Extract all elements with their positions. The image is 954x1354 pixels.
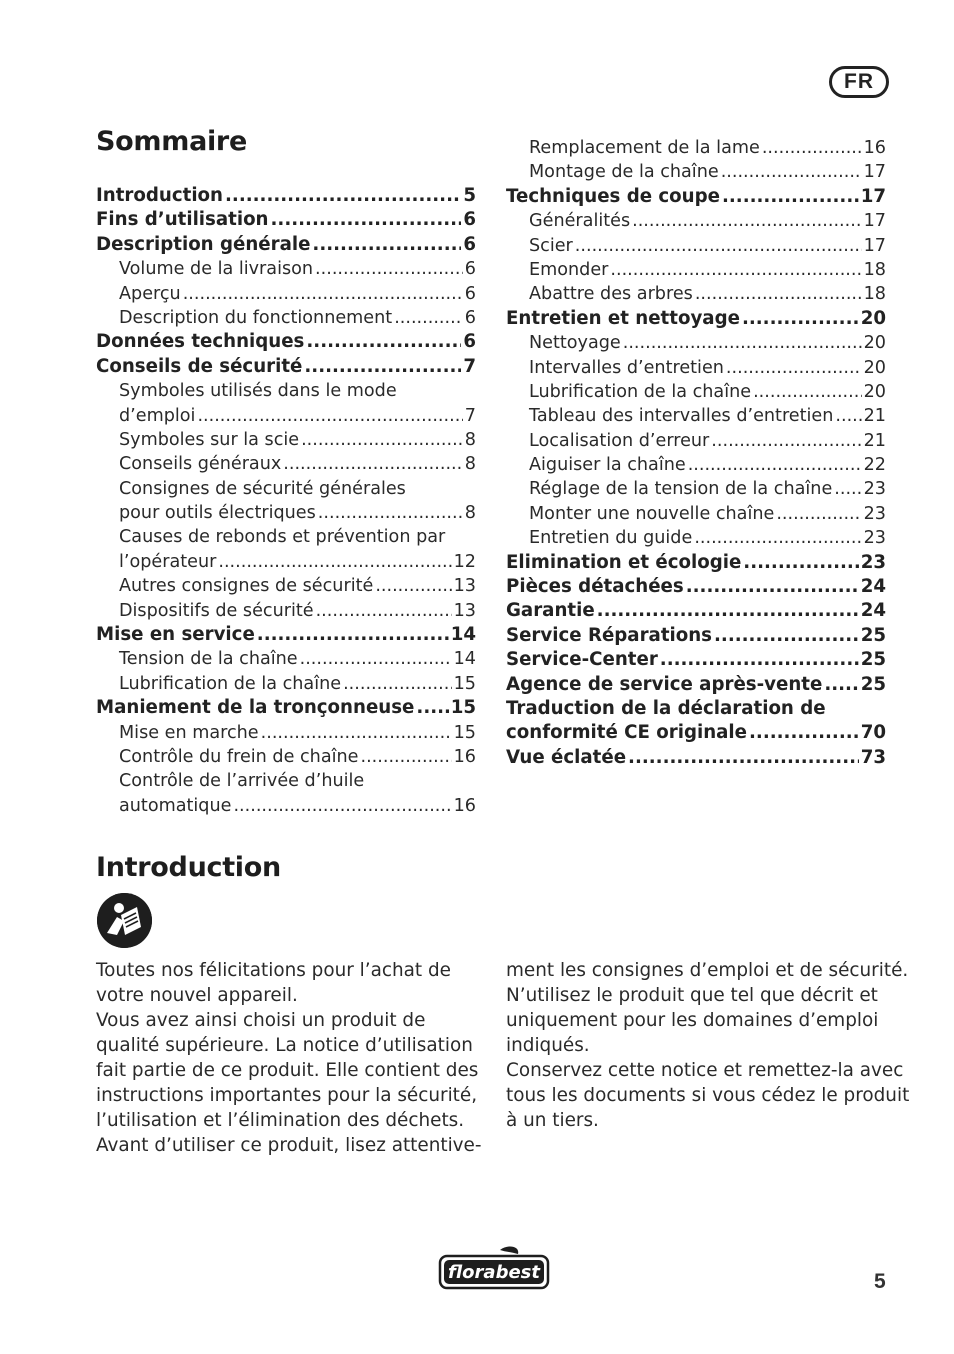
- toc-entry-page: 24: [860, 600, 886, 622]
- toc-entry-title: Lubrification de la chaîne: [529, 381, 752, 402]
- toc-entry: [506, 746, 886, 770]
- toc-entry-title: Aiguiser la chaîne: [529, 455, 686, 476]
- toc-entry-page: 21: [863, 430, 886, 451]
- toc-entry: [96, 184, 476, 208]
- toc-entry-title: Localisation d’erreur: [529, 430, 710, 451]
- toc-entry-title: Pièces détachées: [506, 576, 684, 598]
- toc-entry: [506, 209, 886, 233]
- toc-entry-title: Vue éclatée: [506, 746, 627, 768]
- toc-entry-page: 25: [860, 673, 886, 695]
- toc-leader-dots: [575, 234, 862, 258]
- toc-entry-title: Symboles utilisés dans le mode: [119, 381, 397, 402]
- toc-leader-dots: [304, 355, 461, 379]
- toc-leader-dots: [300, 647, 452, 671]
- toc-entry-page: 22: [863, 455, 886, 476]
- toc-entry: [506, 307, 886, 331]
- toc-entry: [506, 477, 886, 501]
- toc-entry-page: 25: [860, 649, 886, 671]
- toc-entry: [506, 380, 886, 404]
- toc-entry: [96, 696, 476, 720]
- page-number: 5: [874, 1270, 886, 1293]
- toc-entry-page: 13: [453, 600, 476, 621]
- toc-leader-dots: [694, 526, 861, 550]
- toc-entry-title: Nettoyage: [529, 333, 621, 354]
- toc-entry-title: Elimination et écologie: [506, 551, 742, 573]
- toc-entry-title: Garantie: [506, 600, 595, 622]
- toc-entry-title: Montage de la chaîne: [529, 162, 719, 183]
- toc-entry: [506, 502, 886, 526]
- toc-entry-page: 6: [464, 307, 476, 328]
- toc-entry: [96, 379, 476, 403]
- toc-entry-page: 16: [863, 138, 886, 158]
- toc-entry-title: Données techniques: [96, 331, 305, 353]
- toc-entry-title: Remplacement de la lame: [529, 138, 760, 158]
- toc-entry-title: Dispositifs de sécurité: [119, 600, 314, 621]
- toc-leader-dots: [749, 721, 859, 745]
- toc-entry: [506, 721, 886, 745]
- toc-entry-page: 24: [860, 576, 886, 598]
- toc-entry-title: Entretien du guide: [529, 528, 693, 549]
- toc-entry-page: 23: [863, 528, 886, 549]
- toc-entry-page: 14: [453, 649, 476, 670]
- toc-leader-dots: [721, 160, 862, 184]
- toc-leader-dots: [261, 721, 452, 745]
- toc-leader-dots: [312, 233, 461, 257]
- toc-leader-dots: [688, 453, 862, 477]
- toc-entry: [96, 452, 476, 476]
- toc-leader-dots: [283, 452, 463, 476]
- intro-text-line: N’utilisez le produit que tel que décrit et: [506, 985, 878, 1006]
- toc-entry-title: automatique: [119, 795, 232, 816]
- toc-entry: [96, 525, 476, 549]
- toc-entry-page: 15: [450, 697, 476, 719]
- toc-entry-page: 16: [453, 795, 476, 816]
- toc-entry-title: Contrôle du frein de chaîne: [119, 746, 359, 767]
- toc-entry-page: 6: [464, 283, 476, 304]
- intro-text-line: votre nouvel appareil.: [96, 985, 298, 1006]
- toc-entry-page: 12: [453, 551, 476, 572]
- toc-entry: [506, 331, 886, 355]
- toc-entry-page: 6: [463, 209, 476, 231]
- intro-text-line: Avant d’utiliser ce produit, lisez attentive-: [96, 1135, 482, 1156]
- toc-leader-dots: [834, 477, 861, 501]
- toc-entry-page: 23: [860, 551, 886, 573]
- toc-entry-page: 8: [464, 454, 476, 475]
- toc-leader-dots: [714, 624, 859, 648]
- toc-entry: [96, 501, 476, 525]
- toc-entry-page: 23: [863, 479, 886, 500]
- toc-entry-page: 25: [860, 624, 886, 646]
- toc-leader-dots: [686, 575, 859, 599]
- toc-leader-dots: [597, 599, 859, 623]
- toc-entry-page: 21: [863, 406, 886, 427]
- language-badge: FR: [829, 66, 889, 98]
- toc-leader-dots: [776, 502, 861, 526]
- toc-entry: [506, 356, 886, 380]
- toc-leader-dots: [632, 209, 861, 233]
- intro-text-line: qualité supérieure. La notice d’utilisation: [96, 1035, 473, 1056]
- toc-entry: [506, 234, 886, 258]
- toc-entry: [506, 624, 886, 648]
- intro-text-line: Vous avez ainsi choisi un produit de: [96, 1010, 426, 1031]
- sommaire-heading: Sommaire: [96, 126, 247, 157]
- toc-entry-title: conformité CE originale: [506, 722, 747, 744]
- toc-entry: [96, 769, 476, 793]
- toc-entry: [506, 526, 886, 550]
- toc-entry: [506, 429, 886, 453]
- toc-entry-title: Techniques de coupe: [506, 185, 720, 207]
- toc-entry-title: Service-Center: [506, 649, 658, 671]
- toc-entry: [96, 672, 476, 696]
- intro-text-line: uniquement pour les domaines d’emploi: [506, 1010, 879, 1031]
- toc-entry-title: Abattre des arbres: [529, 284, 693, 305]
- toc-entry: [96, 721, 476, 745]
- toc-leader-dots: [257, 623, 449, 647]
- toc-leader-dots: [394, 306, 463, 330]
- toc-entry: [506, 282, 886, 306]
- intro-text-line: Conservez cette notice et remettez-la avec: [506, 1060, 904, 1081]
- toc-entry: [96, 623, 476, 647]
- toc-entry: [96, 599, 476, 623]
- intro-text-line: ment les consignes d’emploi et de sécurité.: [506, 960, 909, 981]
- toc-entry-title: Réglage de la tension de la chaîne: [529, 479, 833, 500]
- toc-entry-title: Entretien et nettoyage: [506, 307, 740, 329]
- florabest-logo: [438, 1244, 550, 1290]
- toc-entry-title: Conseils de sécurité: [96, 355, 303, 377]
- toc-leader-dots: [225, 184, 461, 208]
- toc-entry: [506, 551, 886, 575]
- toc-entry-title: Contrôle de l’arrivée d’huile: [119, 771, 365, 792]
- toc-entry-page: 5: [463, 185, 476, 206]
- intro-text-line: Toutes nos félicitations pour l’achat de: [96, 960, 451, 981]
- toc-leader-dots: [835, 404, 861, 428]
- toc-entry-page: 6: [463, 233, 476, 255]
- toc-entry-page: 13: [453, 576, 476, 597]
- toc-entry-page: 6: [463, 331, 476, 353]
- toc-leader-dots: [623, 331, 862, 355]
- toc-entry-title: Autres consignes de sécurité: [119, 576, 374, 597]
- toc-leader-dots: [722, 185, 859, 209]
- toc-leader-dots: [753, 380, 862, 404]
- toc-entry-page: 20: [860, 307, 886, 329]
- toc-entry: [96, 745, 476, 769]
- toc-entry-title: Maniement de la tronçonneuse: [96, 697, 415, 719]
- toc-entry-page: 7: [464, 405, 476, 426]
- toc-entry: [96, 550, 476, 574]
- toc-entry-page: 8: [464, 503, 476, 524]
- intro-text-line: à un tiers.: [506, 1110, 599, 1131]
- toc-leader-dots: [343, 672, 452, 696]
- toc-entry: [506, 697, 886, 721]
- toc-leader-dots: [183, 282, 463, 306]
- toc-right-column: [506, 136, 886, 770]
- svg-text:florabest: florabest: [448, 1262, 540, 1283]
- toc-entry-page: 17: [860, 185, 886, 207]
- toc-entry-title: Consignes de sécurité générales: [119, 478, 406, 499]
- toc-entry-title: Description générale: [96, 233, 311, 255]
- toc-entry: [506, 136, 886, 160]
- toc-entry-title: Traduction de la déclaration de: [506, 697, 826, 719]
- intro-text-line: l’utilisation et l’élimination des déchets.: [96, 1110, 465, 1131]
- toc-entry: [96, 647, 476, 671]
- toc-entry-page: 20: [863, 357, 886, 378]
- toc-leader-dots: [360, 745, 451, 769]
- toc-leader-dots: [416, 696, 448, 720]
- toc-entry-title: Intervalles d’entretien: [529, 357, 724, 378]
- toc-leader-dots: [318, 501, 463, 525]
- toc-entry: [96, 404, 476, 428]
- read-manual-icon: [97, 893, 152, 948]
- toc-leader-dots: [306, 330, 461, 354]
- toc-leader-dots: [301, 428, 463, 452]
- toc-entry-title: d’emploi: [119, 405, 196, 426]
- toc-left-column: [96, 184, 476, 818]
- intro-text-line: fait partie de ce produit. Elle contient des: [96, 1060, 479, 1081]
- toc-entry: [96, 428, 476, 452]
- toc-leader-dots: [695, 282, 862, 306]
- toc-leader-dots: [375, 574, 451, 598]
- toc-entry: [506, 673, 886, 697]
- toc-entry-title: Lubrification de la chaîne: [119, 673, 342, 694]
- toc-leader-dots: [742, 307, 859, 331]
- toc-entry: [96, 794, 476, 818]
- toc-entry-title: Tension de la chaîne: [119, 649, 298, 670]
- toc-leader-dots: [743, 551, 858, 575]
- toc-leader-dots: [711, 429, 861, 453]
- toc-leader-dots: [660, 648, 859, 672]
- toc-entry-page: 17: [863, 235, 886, 256]
- toc-entry-page: 15: [453, 673, 476, 694]
- toc-entry-page: 7: [463, 355, 476, 377]
- toc-entry-title: Causes de rebonds et prévention par: [119, 527, 446, 548]
- toc-entry: [506, 185, 886, 209]
- toc-entry: [506, 575, 886, 599]
- introduction-heading: Introduction: [96, 852, 281, 883]
- toc-leader-dots: [315, 257, 463, 281]
- intro-text-line: tous les documents si vous cédez le produit: [506, 1085, 910, 1106]
- toc-entry: [506, 599, 886, 623]
- toc-entry-title: Tableau des intervalles d’entretien: [529, 406, 834, 427]
- toc-entry: [506, 404, 886, 428]
- toc-entry-page: 20: [863, 381, 886, 402]
- toc-entry-page: 16: [453, 746, 476, 767]
- toc-leader-dots: [233, 794, 451, 818]
- intro-text-line: instructions importantes pour la sécurité,: [96, 1085, 478, 1106]
- toc-entry-title: Scier: [529, 235, 573, 256]
- toc-entry-title: Emonder: [529, 259, 609, 280]
- intro-text-left: [96, 958, 491, 1158]
- toc-leader-dots: [610, 258, 861, 282]
- intro-text-line: indiqués.: [506, 1035, 590, 1056]
- toc-entry-title: Symboles sur la scie: [119, 429, 300, 450]
- toc-entry-title: Conseils généraux: [119, 454, 282, 475]
- toc-entry: [506, 258, 886, 282]
- toc-entry: [96, 208, 476, 232]
- toc-entry: [96, 477, 476, 501]
- toc-leader-dots: [197, 404, 462, 428]
- toc-entry-page: 18: [863, 259, 886, 280]
- toc-entry: [96, 257, 476, 281]
- toc-entry: [506, 453, 886, 477]
- toc-entry-page: 73: [860, 746, 886, 768]
- toc-leader-dots: [726, 356, 862, 380]
- toc-entry: [506, 160, 886, 184]
- toc-entry-page: 70: [860, 722, 886, 744]
- toc-entry-page: 6: [464, 259, 476, 280]
- toc-entry-page: 18: [863, 284, 886, 305]
- toc-entry-title: Agence de service après-vente: [506, 673, 823, 695]
- toc-entry: [96, 355, 476, 379]
- toc-entry-title: Monter une nouvelle chaîne: [529, 503, 775, 524]
- toc-leader-dots: [762, 136, 862, 160]
- toc-entry-title: Aperçu: [119, 283, 181, 304]
- toc-entry-title: Mise en service: [96, 624, 255, 646]
- intro-text-right: [506, 958, 910, 1133]
- toc-entry-page: 8: [464, 429, 476, 450]
- toc-entry-page: 15: [453, 722, 476, 743]
- toc-entry-title: Généralités: [529, 211, 631, 232]
- toc-entry-title: Fins d’utilisation: [96, 209, 269, 231]
- toc-leader-dots: [824, 673, 858, 697]
- toc-entry-page: 20: [863, 333, 886, 354]
- toc-leader-dots: [271, 208, 462, 232]
- toc-entry-title: Description du fonctionnement: [119, 307, 393, 328]
- toc-entry-title: Mise en marche: [119, 722, 259, 743]
- toc-entry: [96, 233, 476, 257]
- toc-entry-title: pour outils électriques: [119, 503, 316, 524]
- toc-entry-page: 17: [863, 211, 886, 232]
- toc-entry: [96, 574, 476, 598]
- toc-entry-title: Service Réparations: [506, 624, 713, 646]
- toc-entry-title: Introduction: [96, 185, 223, 206]
- toc-leader-dots: [316, 599, 452, 623]
- toc-entry: [96, 306, 476, 330]
- toc-entry-page: 14: [450, 624, 476, 646]
- toc-entry-page: 17: [863, 162, 886, 183]
- toc-entry: [96, 330, 476, 354]
- toc-leader-dots: [218, 550, 451, 574]
- toc-entry: [96, 282, 476, 306]
- toc-entry-title: l’opérateur: [119, 551, 217, 572]
- toc-entry-title: Volume de la livraison: [119, 259, 314, 280]
- toc-entry: [506, 648, 886, 672]
- toc-leader-dots: [628, 746, 859, 770]
- toc-entry-page: 23: [863, 503, 886, 524]
